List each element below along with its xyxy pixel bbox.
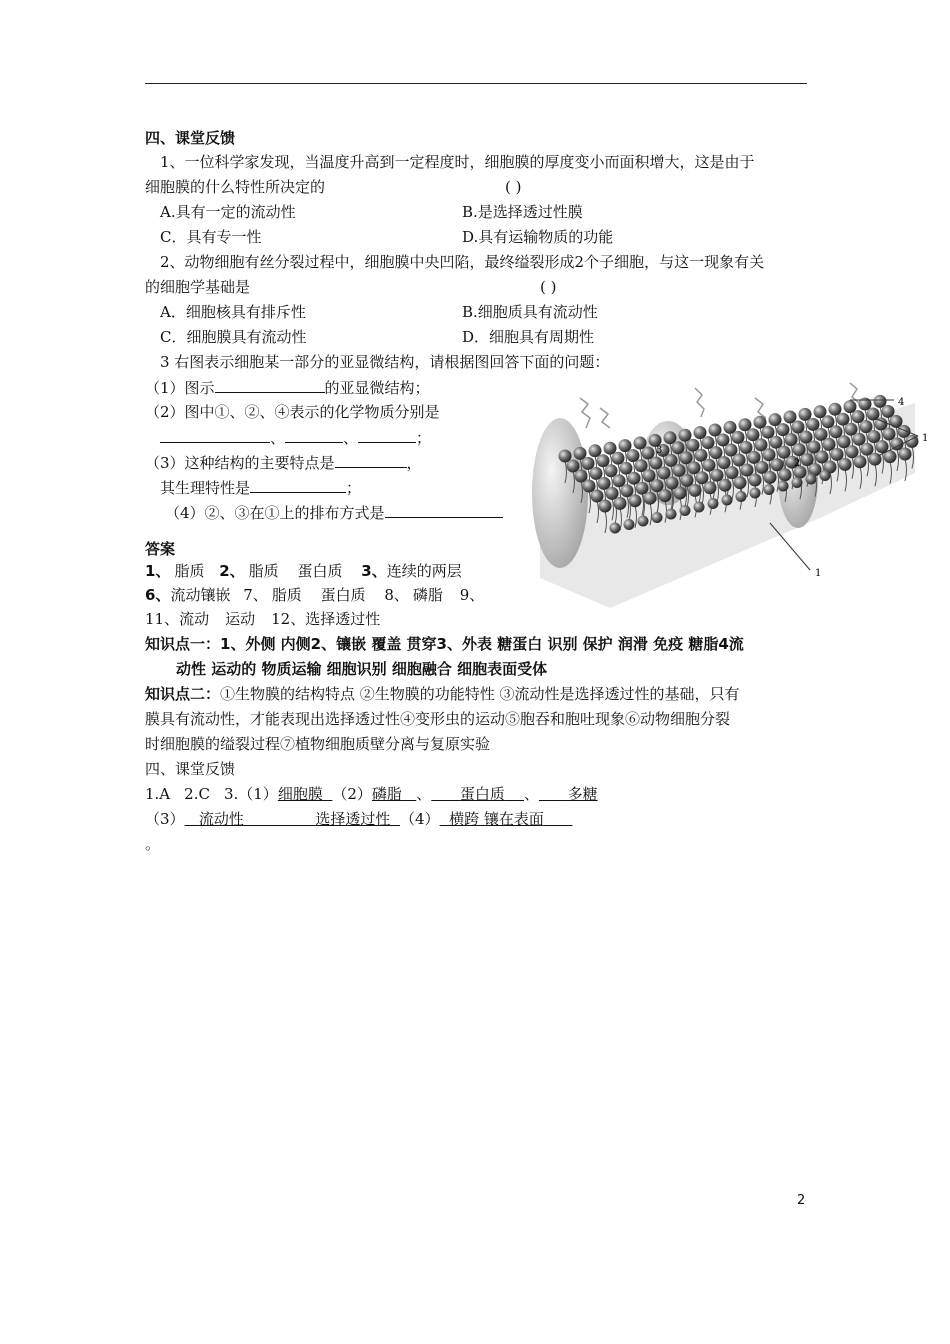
phospholipid-head [839, 458, 852, 471]
q2-line1: 2、动物细胞有丝分裂过程中，细胞膜中央凹陷，最终缢裂形成2个子细胞，与这一现象有关 [160, 253, 765, 271]
phospholipid-head [704, 481, 717, 494]
phospholipid-head [659, 489, 672, 502]
answers-row2: 6、流动镶嵌 7、 脂质 蛋白质 8、 磷脂 9、 [145, 586, 485, 604]
phospholipid-head [624, 519, 635, 530]
phospholipid-head [899, 448, 912, 461]
phospholipid-head [734, 476, 747, 489]
q3-part4: （4）②、③在①上的排布方式是 [165, 501, 503, 524]
left-protein [532, 418, 588, 568]
phospholipid-head [854, 455, 867, 468]
phospholipid-head [719, 479, 732, 492]
phospholipid-head [644, 492, 657, 505]
phospholipid-head [708, 498, 719, 509]
trailing-period: 。 [145, 835, 161, 853]
phospholipid-head [638, 516, 649, 527]
section-title: 四、课堂反馈 [145, 129, 236, 147]
kp1-line2: 动性 运动的 物质运输 细胞识别 细胞融合 细胞表面受体 [176, 660, 548, 678]
q2-line2: 的细胞学基础是 ( ) [145, 278, 557, 296]
header-rule [145, 83, 807, 84]
q3-part2-blanks: 、 、 ； [160, 426, 431, 449]
phospholipid-head [722, 495, 733, 506]
phospholipid-head [764, 484, 775, 495]
phospholipid-head [806, 474, 817, 485]
q3-part3: （3）这种结构的主要特点是 ， [145, 451, 422, 474]
q1-line2: 细胞膜的什么特性所决定的 ( ) [145, 178, 522, 196]
feedback-row1: 1.A 2.C 3.（1）细胞膜 （2）磷脂 、 蛋白质 、 多糖 [145, 785, 598, 803]
q3-part2: （2）图中①、②、④表示的化学物质分别是 [145, 403, 440, 421]
q2-options-cd: C．细胞膜具有流动性 D．细胞具有周期性 [160, 328, 595, 346]
phospholipid-head [652, 512, 663, 523]
phospholipid-head [694, 502, 705, 513]
phospholipid-head [869, 453, 882, 466]
answers-row3: 11、流动 运动 12、选择透过性 [145, 610, 381, 628]
phospholipid-head [764, 471, 777, 484]
answers-row1: 1、 脂质 2、 脂质 蛋白质 3、连续的两层 [145, 562, 462, 580]
label-4: 4 [898, 397, 905, 408]
q3-part1: （1）图示 的亚显微结构； [145, 376, 430, 399]
phospholipid-head [820, 470, 831, 481]
kp2-line2: 膜具有流动性，才能表现出选择透过性④变形虫的运动⑤胞吞和胞吐现象⑥动物细胞分裂 [145, 710, 731, 728]
phospholipid-head [778, 481, 789, 492]
label-3: 3 [656, 445, 663, 456]
phospholipid-head [736, 491, 747, 502]
label-1-right: 1 [922, 433, 929, 444]
q3-part3b: 其生理特性是 ； [160, 476, 361, 499]
phospholipid-head [680, 505, 691, 516]
cell-membrane-figure [520, 378, 940, 610]
q2-options-ab: A．细胞核具有排斥性 B.细胞质具有流动性 [160, 303, 598, 321]
feedback-title: 四、课堂反馈 [145, 760, 236, 778]
label-1-bottom: 1 [815, 568, 822, 579]
phospholipid-head [792, 477, 803, 488]
phospholipid-head [599, 500, 612, 513]
phospholipid-head [666, 509, 677, 520]
answers-title: 答案 [145, 540, 176, 558]
q1-line1: 1、一位科学家发现，当温度升高到一定程度时，细胞膜的厚度变小而面积增大，这是由于 [160, 153, 755, 171]
phospholipid-head [689, 484, 702, 497]
feedback-row2: （3） 流动性 选择透过性 （4） 横跨 镶在表面 [145, 810, 544, 828]
q1-options-ab: A.具有一定的流动性 B.是选择透过性膜 [160, 203, 583, 221]
q3-intro: 3 右图表示细胞某一部分的亚显微结构，请根据图回答下面的问题： [160, 353, 610, 371]
label-2: 2 [794, 458, 801, 469]
phospholipid-head [779, 468, 792, 481]
phospholipid-head [749, 474, 762, 487]
phospholipid-head [614, 497, 627, 510]
page-number: 2 [797, 1193, 806, 1208]
phospholipid-head [674, 487, 687, 500]
kp1-line1: 知识点一：1、外侧 内侧2、镶嵌 覆盖 贯穿3、外表 糖蛋白 识别 保护 润滑 免疫 糖脂4流 [145, 635, 744, 653]
phospholipid-head [629, 494, 642, 507]
phospholipid-head [610, 523, 621, 534]
q1-options-cd: C．具有专一性 D.具有运输物质的功能 [160, 228, 614, 246]
kp2-line1: 知识点二：①生物膜的结构特点 ②生物膜的功能特性 ③流动性是选择透过性的基础，只有 [145, 685, 740, 703]
kp2-line3: 时细胞膜的缢裂过程⑦植物细胞质壁分离与复原实验 [145, 735, 491, 753]
phospholipid-head [750, 488, 761, 499]
